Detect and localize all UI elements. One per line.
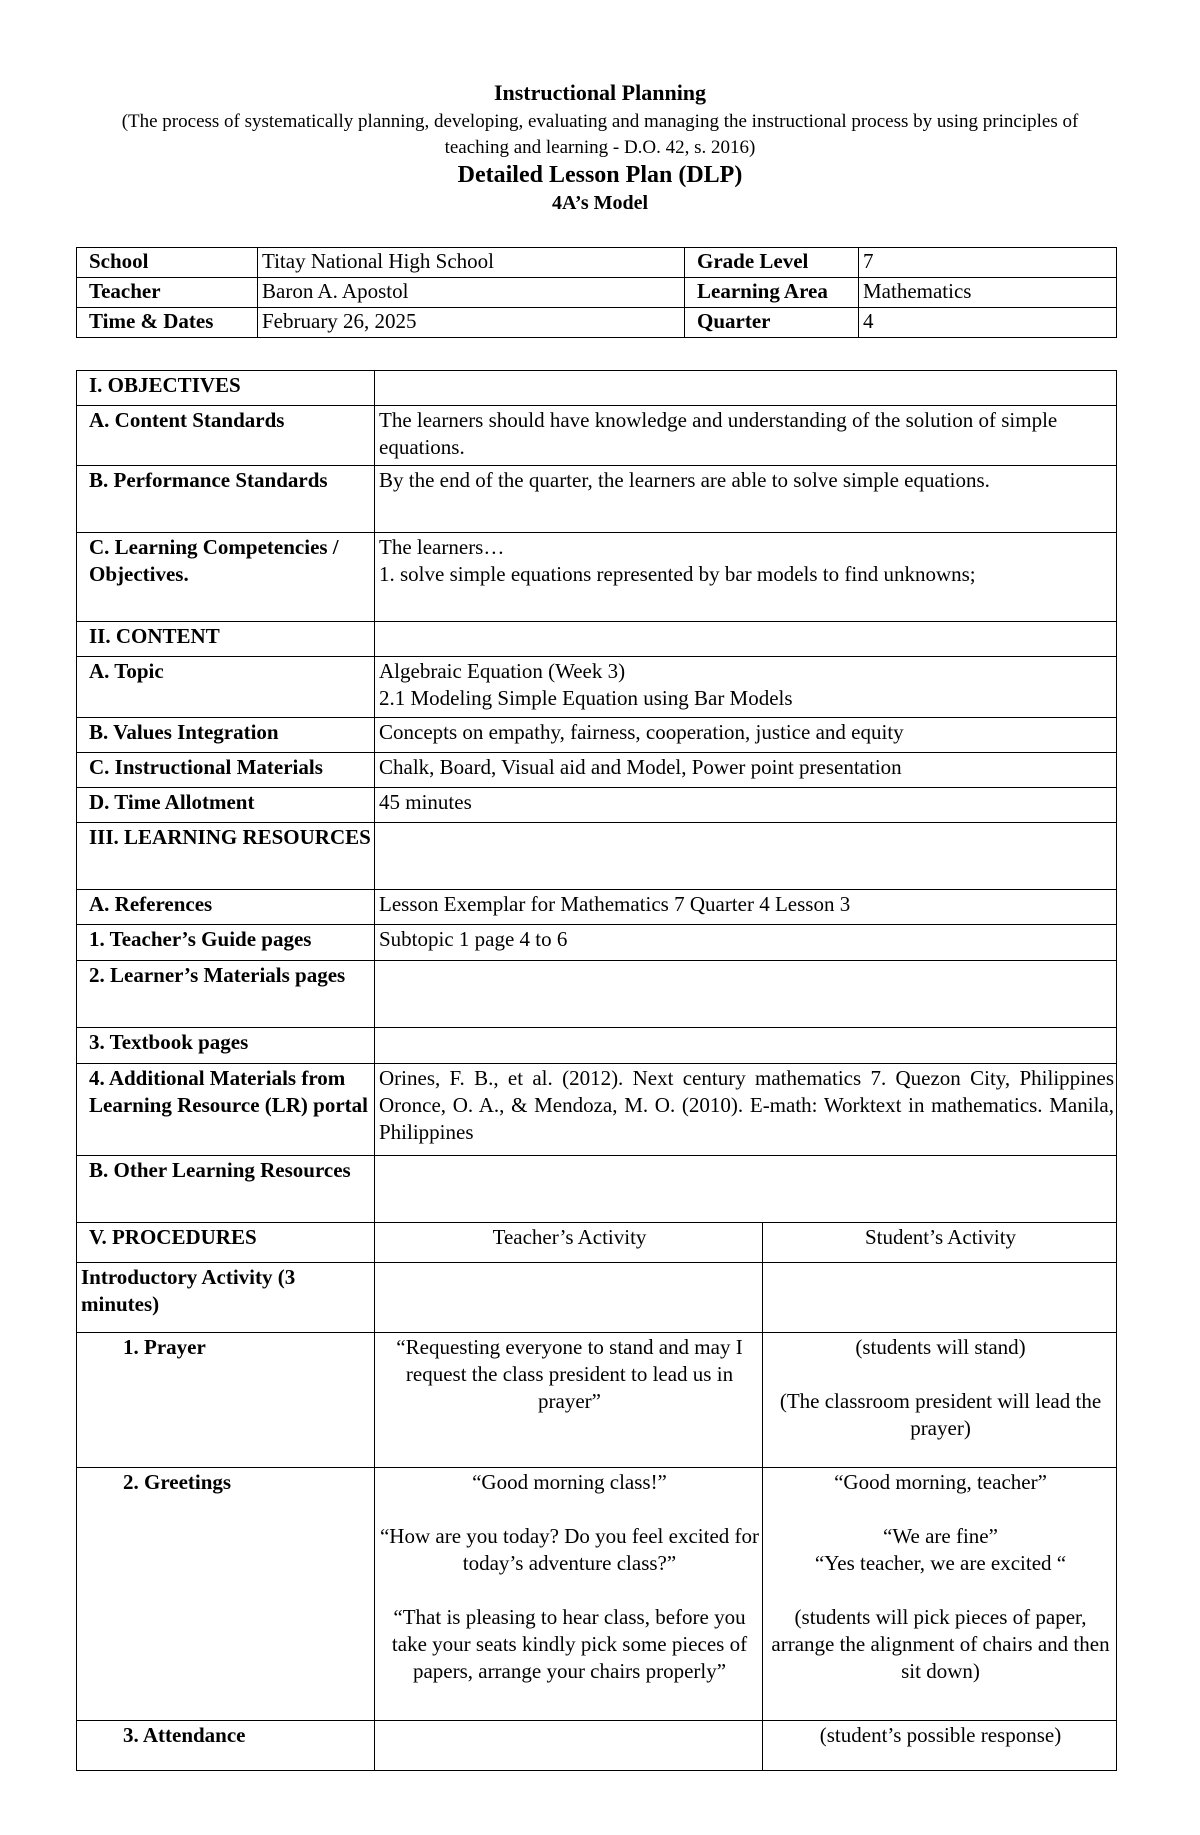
table-row (77, 308, 1117, 338)
procedures-heading: V. PROCEDURES (77, 1223, 375, 1263)
table-row (77, 1468, 1117, 1721)
topic-value (375, 657, 1117, 718)
resources-heading: III. LEARNING RESOURCES (77, 823, 375, 890)
greetings-teacher-line: “That is pleasing to hear class, before you take your seats kindly pick some pieces of papers, arrange your chairs properly” (391, 1605, 748, 1683)
greetings-student-line: “We are fine” (883, 1524, 998, 1548)
table-row (77, 1156, 1117, 1223)
topic-line: Algebraic Equation (Week 3) (379, 659, 626, 683)
teachers-guide-label: 1. Teacher’s Guide pages (77, 925, 375, 961)
table-row (77, 1333, 1117, 1468)
plan-model: 4A’s Model (551, 192, 649, 214)
performance-label: B. Performance Standards (77, 466, 375, 533)
table-row (77, 278, 1117, 308)
textbook-value (375, 1028, 1117, 1064)
teacher-activity-header: Teacher’s Activity (375, 1223, 763, 1263)
table-row (77, 1064, 1117, 1156)
table-row (77, 533, 1117, 622)
greetings-teacher (375, 1468, 763, 1721)
table-row (77, 657, 1117, 718)
content-standards-value: The learners should have knowledge and understanding of the solution of simple equations. (375, 406, 1117, 466)
table-row (77, 823, 1117, 890)
performance-value: By the end of the quarter, the learners are able to solve simple equations. (375, 466, 1117, 533)
objectives-heading: I. OBJECTIVES (77, 371, 375, 406)
competencies-label: C. Learning Competencies / Objectives. (77, 533, 375, 622)
table-row (77, 753, 1117, 788)
competencies-value (375, 533, 1117, 622)
textbook-label: 3. Textbook pages (77, 1028, 375, 1064)
table-row (77, 1223, 1117, 1263)
time-allotment-label: D. Time Allotment (77, 788, 375, 823)
table-row (77, 248, 1117, 278)
content-cell (375, 622, 1117, 657)
table-row (77, 788, 1117, 823)
materials-label: C. Instructional Materials (77, 753, 375, 788)
student-activity-header: Student’s Activity (763, 1223, 1117, 1263)
other-resources-label: B. Other Learning Resources (77, 1156, 375, 1223)
plan-title: Detailed Lesson Plan (DLP) (457, 162, 743, 188)
table-row (77, 1028, 1117, 1064)
competencies-line: 1. solve simple equations represented by bar models to find unknowns; (379, 562, 976, 586)
greetings-student-line: “Good morning, teacher” (834, 1470, 1047, 1494)
teacher-value: Baron A. Apostol (258, 278, 685, 308)
area-label: Learning Area (685, 278, 859, 308)
time-allotment-value: 45 minutes (375, 788, 1117, 823)
references-value: Lesson Exemplar for Mathematics 7 Quarter 4 Lesson 3 (375, 890, 1117, 925)
greetings-student-line: “Yes teacher, we are excited “ (814, 1551, 1067, 1575)
document-subtitle: (The process of systematically planning, developing, evaluating and managing the instructional process by using principles of teaching and learning - D.O. 42, s. 2016) (121, 111, 1079, 158)
competencies-line: The learners… (379, 535, 505, 559)
table-row (77, 622, 1117, 657)
table-row (77, 1263, 1117, 1333)
info-table (76, 247, 1117, 338)
table-row (77, 718, 1117, 753)
lesson-plan-table (76, 370, 1117, 1771)
table-row (77, 406, 1117, 466)
prayer-label: 1. Prayer (77, 1333, 375, 1468)
school-label: School (77, 248, 258, 278)
attendance-student: (student’s possible response) (763, 1721, 1117, 1771)
additional-materials-label: 4. Additional Materials from Learning Resource (LR) portal (77, 1064, 375, 1156)
other-resources-value (375, 1156, 1117, 1223)
references-label: A. References (77, 890, 375, 925)
values-label: B. Values Integration (77, 718, 375, 753)
table-row (77, 371, 1117, 406)
document-title: Instructional Planning (493, 80, 707, 105)
teachers-guide-value: Subtopic 1 page 4 to 6 (375, 925, 1117, 961)
attendance-label: 3. Attendance (77, 1721, 375, 1771)
table-row (77, 925, 1117, 961)
prayer-student-line: (The classroom president will lead the prayer) (779, 1389, 1102, 1440)
school-value: Titay National High School (258, 248, 685, 278)
area-value: Mathematics (859, 278, 1117, 308)
intro-teacher-cell (375, 1263, 763, 1333)
greetings-student (763, 1468, 1117, 1721)
prayer-teacher: “Requesting everyone to stand and may I request the class president to lead us in prayer” (375, 1333, 763, 1468)
learners-materials-label: 2. Learner’s Materials pages (77, 961, 375, 1028)
learners-materials-value (375, 961, 1117, 1028)
greetings-label: 2. Greetings (77, 1468, 375, 1721)
teacher-label: Teacher (77, 278, 258, 308)
greetings-student-line: (students will pick pieces of paper, arrange the alignment of chairs and then sit down) (771, 1605, 1110, 1683)
table-row (77, 961, 1117, 1028)
additional-materials-value: Orines, F. B., et al. (2012). Next century mathematics 7. Quezon City, Philippines Oronce, O. A., & Mendoza, M. O. (2010). E-math: Worktext in mathematics. Manila, Philippines (375, 1064, 1117, 1156)
table-row (77, 890, 1117, 925)
introductory-activity-label: Introductory Activity (3 minutes) (77, 1263, 375, 1333)
materials-value: Chalk, Board, Visual aid and Model, Power point presentation (375, 753, 1117, 788)
grade-label: Grade Level (685, 248, 859, 278)
topic-line: 2.1 Modeling Simple Equation using Bar Models (379, 686, 793, 710)
table-row (77, 1721, 1117, 1771)
date-value: February 26, 2025 (258, 308, 685, 338)
prayer-student (763, 1333, 1117, 1468)
grade-value: 7 (859, 248, 1117, 278)
content-heading: II. CONTENT (77, 622, 375, 657)
prayer-student-line: (students will stand) (855, 1335, 1026, 1359)
time-dates-label: Time & Dates (77, 308, 258, 338)
quarter-label: Quarter (685, 308, 859, 338)
topic-label: A. Topic (77, 657, 375, 718)
content-standards-label: A. Content Standards (77, 406, 375, 466)
greetings-teacher-line: “How are you today? Do you feel excited for today’s adventure class?” (379, 1524, 759, 1575)
table-row (77, 466, 1117, 533)
attendance-teacher (375, 1721, 763, 1771)
greetings-teacher-line: “Good morning class!” (472, 1470, 667, 1494)
resources-cell (375, 823, 1117, 890)
intro-student-cell (763, 1263, 1117, 1333)
objectives-cell (375, 371, 1117, 406)
quarter-value: 4 (859, 308, 1117, 338)
values-value: Concepts on empathy, fairness, cooperation, justice and equity (375, 718, 1117, 753)
